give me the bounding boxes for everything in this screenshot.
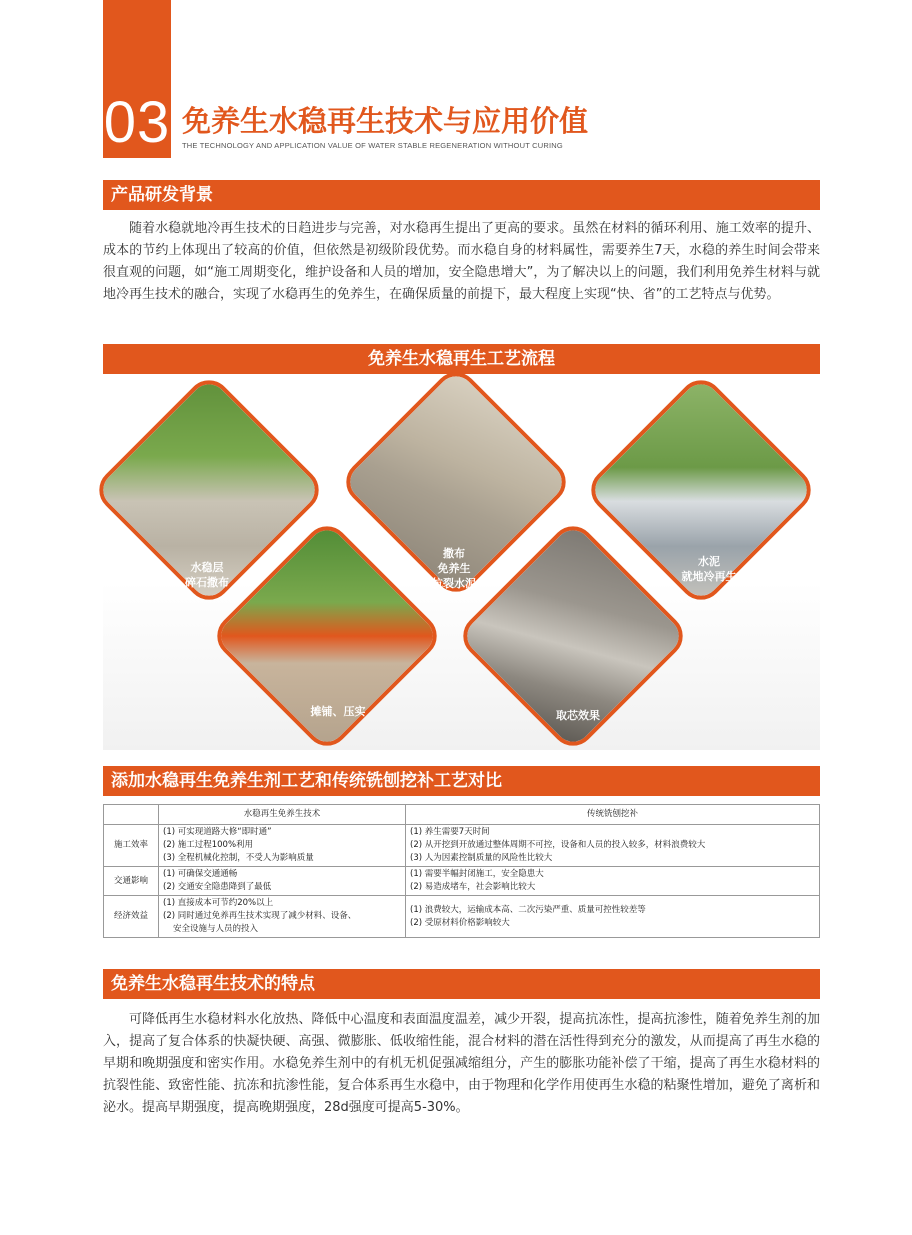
section-heading-background: 产品研发背景 — [103, 180, 820, 210]
row-label: 交通影响 — [104, 867, 159, 896]
table-row — [104, 896, 820, 938]
row-label: 施工效率 — [104, 825, 159, 867]
table-cell: (1) 可确保交通通畅 (2) 交通安全隐患降到了最低 — [159, 867, 406, 896]
table-cell: (1) 浪费较大，运输成本高、二次污染严重、质量可控性较差等 (2) 受原材料价格影响较大 — [406, 896, 820, 938]
table-header-empty — [104, 805, 159, 825]
process-diagram — [103, 378, 820, 750]
table-header-new-tech: 水稳再生免养生技术 — [159, 805, 406, 825]
section-heading-process: 免养生水稳再生工艺流程 — [103, 344, 820, 374]
table-header-row — [104, 805, 820, 825]
features-paragraph: 可降低再生水稳材料水化放热、降低中心温度和表面温度温差，减少开裂，提高抗冻性，提高抗渗性，随着免养生剂的加入，提高了复合体系的快凝快硬、高强、微膨胀、低收缩性能，混合材料的潜在活性得到充分的激发，从而提高了再生水稳的早期和晚期强度和密实作用。水稳免养生剂中的有机无机促强减缩组分，产生的膨胀功能补偿了干缩，提高了再生水稳材料的抗裂性能、致密性能、抗冻和抗渗性能，复合体系再生水稳中，由于物理和化学作用使再生水稳的粘聚性增加，避免了离析和泌水。提高早期强度，提高晚期强度，28d强度可提高5-30%。 — [103, 1012, 820, 1115]
background-paragraph: 随着水稳就地冷再生技术的日趋进步与完善，对水稳再生提出了更高的要求。虽然在材料的循环利用、施工效率的提升、成本的节约上体现出了较高的价值，但依然是初级阶段优势。而水稳自身的材料属性，需要养生7天，水稳的养生时间会带来很直观的问题，如“施工周期变化，维护设备和人员的增加，安全隐患增大”，为了解决以上的问题，我们利用免养生材料与就地冷再生技术的融合，实现了水稳再生的免养生，在确保质量的前提下，最大程度上实现“快、省”的工艺特点与优势。 — [103, 221, 820, 302]
table-cell: (1) 可实现道路大修“即时通” (2) 施工过程100%利用 (3) 全程机械化控制，不受人为影响质量 — [159, 825, 406, 867]
table-header-traditional: 传统铣刨挖补 — [406, 805, 820, 825]
table-row — [104, 867, 820, 896]
chapter-number: 03 — [103, 90, 171, 155]
section-heading-comparison: 添加水稳再生免养生剂工艺和传统铣刨挖补工艺对比 — [103, 766, 820, 796]
table-cell: (1) 养生需要7天时间 (2) 从开挖到开放通过整体周期不可控，设备和人员的投入较多，材料浪费较大 (3) 人为因素控制质量的风险性比较大 — [406, 825, 820, 867]
chapter-subtitle: THE TECHNOLOGY AND APPLICATION VALUE OF WATER STABLE REGENERATION WITHOUT CURING — [182, 141, 563, 150]
process-step-label: 撒布 免养生 抗裂水泥 — [432, 547, 476, 590]
table-cell: (1) 需要半幅封闭施工，安全隐患大 (2) 易造成堵车，社会影响比较大 — [406, 867, 820, 896]
table-row — [104, 825, 820, 867]
process-step-label: 水稳层 碎石撒布 — [185, 561, 229, 589]
section-heading-features: 免养生水稳再生技术的特点 — [103, 969, 820, 999]
process-step-label: 水泥 就地冷再生 — [681, 555, 737, 583]
table-cell: (1) 直接成本可节约20%以上 (2) 同时通过免养再生技术实现了减少材料、设备、 安全设施与人员的投入 — [159, 896, 406, 938]
process-step-label: 取芯效果 — [556, 709, 600, 722]
comparison-table — [103, 804, 820, 938]
process-step-label: 摊铺、压实 — [310, 705, 366, 718]
chapter-title: 免养生水稳再生技术与应用价值 — [182, 104, 589, 138]
row-label: 经济效益 — [104, 896, 159, 938]
